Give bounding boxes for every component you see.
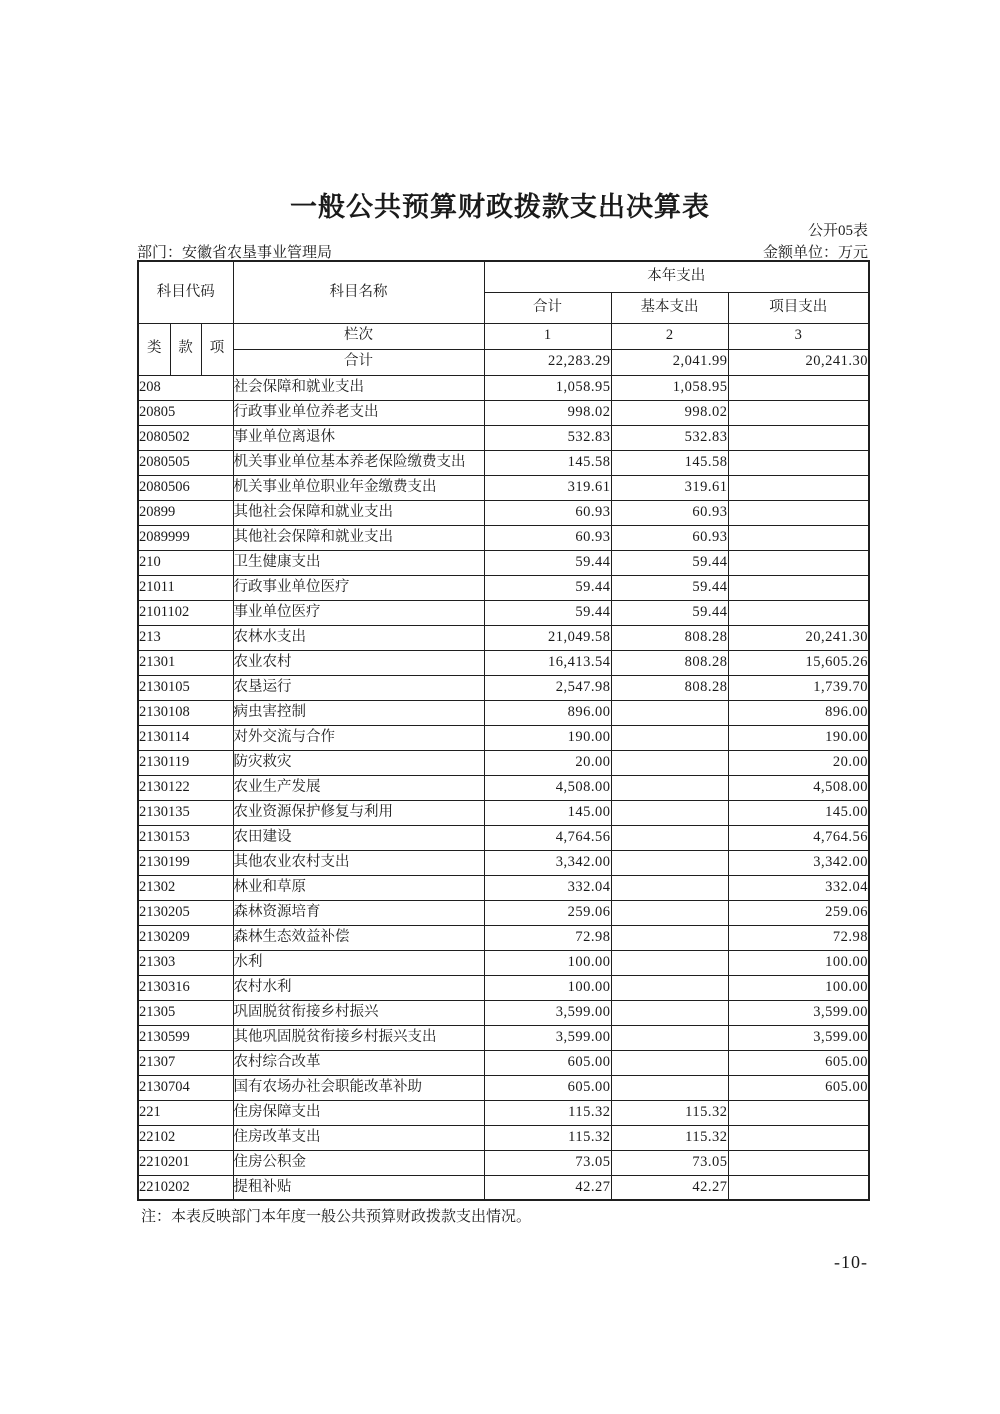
row-project bbox=[728, 1150, 869, 1175]
row-basic: 145.58 bbox=[611, 450, 728, 475]
row-project bbox=[728, 475, 869, 500]
row-project: 332.04 bbox=[728, 875, 869, 900]
table-row bbox=[138, 450, 869, 475]
row-name: 巩固脱贫衔接乡村振兴 bbox=[233, 1000, 484, 1025]
row-name: 森林生态效益补偿 bbox=[233, 925, 484, 950]
row-total: 145.58 bbox=[484, 450, 611, 475]
table-row bbox=[138, 750, 869, 775]
row-name: 农林水支出 bbox=[233, 625, 484, 650]
row-code: 2130105 bbox=[138, 675, 233, 700]
row-name: 机关事业单位基本养老保险缴费支出 bbox=[233, 450, 484, 475]
table-row bbox=[138, 550, 869, 575]
row-basic bbox=[611, 925, 728, 950]
row-project: 3,599.00 bbox=[728, 1000, 869, 1025]
header-project: 项目支出 bbox=[728, 292, 869, 323]
row-name: 森林资源培育 bbox=[233, 900, 484, 925]
row-total: 21,049.58 bbox=[484, 625, 611, 650]
row-project: 3,342.00 bbox=[728, 850, 869, 875]
row-code: 2101102 bbox=[138, 600, 233, 625]
row-total: 60.93 bbox=[484, 500, 611, 525]
row-basic: 998.02 bbox=[611, 400, 728, 425]
table-row bbox=[138, 525, 869, 550]
row-code: 2080506 bbox=[138, 475, 233, 500]
row-basic bbox=[611, 750, 728, 775]
table-row bbox=[138, 975, 869, 1000]
row-project: 190.00 bbox=[728, 725, 869, 750]
row-code: 21302 bbox=[138, 875, 233, 900]
row-name: 农田建设 bbox=[233, 825, 484, 850]
table-row bbox=[138, 1175, 869, 1200]
row-code: 2130704 bbox=[138, 1075, 233, 1100]
row-project bbox=[728, 450, 869, 475]
row-project bbox=[728, 525, 869, 550]
row-code: 2130122 bbox=[138, 775, 233, 800]
row-project: 145.00 bbox=[728, 800, 869, 825]
row-basic bbox=[611, 825, 728, 850]
header-total: 合计 bbox=[484, 292, 611, 323]
row-basic: 73.05 bbox=[611, 1150, 728, 1175]
header-subject-code: 科目代码 bbox=[138, 261, 233, 323]
table-row bbox=[138, 1150, 869, 1175]
row-code: 2210201 bbox=[138, 1150, 233, 1175]
row-project: 3,599.00 bbox=[728, 1025, 869, 1050]
row-code: 2130599 bbox=[138, 1025, 233, 1050]
row-code: 2080505 bbox=[138, 450, 233, 475]
table-row bbox=[138, 1025, 869, 1050]
row-name: 事业单位离退休 bbox=[233, 425, 484, 450]
row-project: 20.00 bbox=[728, 750, 869, 775]
row-basic bbox=[611, 975, 728, 1000]
table-row bbox=[138, 600, 869, 625]
row-name: 农村水利 bbox=[233, 975, 484, 1000]
row-total: 16,413.54 bbox=[484, 650, 611, 675]
table-row bbox=[138, 1100, 869, 1125]
table-row bbox=[138, 700, 869, 725]
row-name: 农业农村 bbox=[233, 650, 484, 675]
row-total: 115.32 bbox=[484, 1100, 611, 1125]
row-basic: 115.32 bbox=[611, 1125, 728, 1150]
row-total: 896.00 bbox=[484, 700, 611, 725]
row-project bbox=[728, 1175, 869, 1200]
row-total: 2,547.98 bbox=[484, 675, 611, 700]
row-name: 水利 bbox=[233, 950, 484, 975]
department-label: 部门：安徽省农垦事业管理局 bbox=[137, 245, 333, 261]
row-name: 农业生产发展 bbox=[233, 775, 484, 800]
row-name: 机关事业单位职业年金缴费支出 bbox=[233, 475, 484, 500]
header-column-row: 栏次 bbox=[233, 323, 484, 349]
header-class: 类 bbox=[138, 323, 170, 375]
row-total: 532.83 bbox=[484, 425, 611, 450]
table-row bbox=[138, 850, 869, 875]
row-name: 农业资源保护修复与利用 bbox=[233, 800, 484, 825]
table-row bbox=[138, 900, 869, 925]
row-total: 4,764.56 bbox=[484, 825, 611, 850]
table-row bbox=[138, 825, 869, 850]
row-project: 20,241.30 bbox=[728, 625, 869, 650]
row-project: 605.00 bbox=[728, 1050, 869, 1075]
row-name: 对外交流与合作 bbox=[233, 725, 484, 750]
row-name: 事业单位医疗 bbox=[233, 600, 484, 625]
row-project bbox=[728, 425, 869, 450]
header-item: 项 bbox=[201, 323, 233, 375]
row-total: 190.00 bbox=[484, 725, 611, 750]
table-row bbox=[138, 625, 869, 650]
row-basic: 808.28 bbox=[611, 625, 728, 650]
row-project: 4,508.00 bbox=[728, 775, 869, 800]
row-code: 2089999 bbox=[138, 525, 233, 550]
row-basic bbox=[611, 725, 728, 750]
row-name: 住房改革支出 bbox=[233, 1125, 484, 1150]
header-col-1: 1 bbox=[484, 323, 611, 349]
row-total: 115.32 bbox=[484, 1125, 611, 1150]
row-basic bbox=[611, 1050, 728, 1075]
row-name: 行政事业单位医疗 bbox=[233, 575, 484, 600]
row-basic bbox=[611, 1025, 728, 1050]
table-row bbox=[138, 800, 869, 825]
table-row bbox=[138, 925, 869, 950]
row-basic bbox=[611, 1000, 728, 1025]
row-code: 21307 bbox=[138, 1050, 233, 1075]
row-total: 332.04 bbox=[484, 875, 611, 900]
row-total: 605.00 bbox=[484, 1075, 611, 1100]
row-basic: 59.44 bbox=[611, 575, 728, 600]
table-row bbox=[138, 375, 869, 400]
row-project: 4,764.56 bbox=[728, 825, 869, 850]
row-total: 59.44 bbox=[484, 575, 611, 600]
row-name: 行政事业单位养老支出 bbox=[233, 400, 484, 425]
row-basic: 59.44 bbox=[611, 600, 728, 625]
row-basic bbox=[611, 875, 728, 900]
row-project: 259.06 bbox=[728, 900, 869, 925]
row-project: 605.00 bbox=[728, 1075, 869, 1100]
row-code: 2130135 bbox=[138, 800, 233, 825]
table-row bbox=[138, 575, 869, 600]
row-code: 2130209 bbox=[138, 925, 233, 950]
grand-total-basic: 2,041.99 bbox=[611, 349, 728, 375]
row-project: 896.00 bbox=[728, 700, 869, 725]
row-basic: 115.32 bbox=[611, 1100, 728, 1125]
row-project bbox=[728, 375, 869, 400]
row-code: 2210202 bbox=[138, 1175, 233, 1200]
row-name: 其他巩固脱贫衔接乡村振兴支出 bbox=[233, 1025, 484, 1050]
row-code: 213 bbox=[138, 625, 233, 650]
row-total: 259.06 bbox=[484, 900, 611, 925]
row-project: 100.00 bbox=[728, 975, 869, 1000]
row-basic: 59.44 bbox=[611, 550, 728, 575]
row-name: 提租补贴 bbox=[233, 1175, 484, 1200]
row-total: 3,599.00 bbox=[484, 1025, 611, 1050]
table-note: 注：本表反映部门本年度一般公共预算财政拨款支出情况。 bbox=[141, 1209, 532, 1225]
row-project bbox=[728, 600, 869, 625]
row-code: 2130316 bbox=[138, 975, 233, 1000]
row-code: 2130153 bbox=[138, 825, 233, 850]
row-total: 998.02 bbox=[484, 400, 611, 425]
row-code: 21305 bbox=[138, 1000, 233, 1025]
row-code: 2080502 bbox=[138, 425, 233, 450]
row-basic: 42.27 bbox=[611, 1175, 728, 1200]
row-code: 2130205 bbox=[138, 900, 233, 925]
row-name: 住房公积金 bbox=[233, 1150, 484, 1175]
row-code: 20805 bbox=[138, 400, 233, 425]
row-project bbox=[728, 575, 869, 600]
grand-total-label: 合计 bbox=[233, 349, 484, 375]
row-basic bbox=[611, 700, 728, 725]
table-row bbox=[138, 675, 869, 700]
row-name: 其他社会保障和就业支出 bbox=[233, 500, 484, 525]
page-title: 一般公共预算财政拨款支出决算表 bbox=[290, 192, 710, 222]
row-basic bbox=[611, 850, 728, 875]
row-total: 42.27 bbox=[484, 1175, 611, 1200]
row-basic: 1,058.95 bbox=[611, 375, 728, 400]
table-row bbox=[138, 725, 869, 750]
row-basic: 808.28 bbox=[611, 675, 728, 700]
header-subject-name: 科目名称 bbox=[233, 261, 484, 323]
row-total: 60.93 bbox=[484, 525, 611, 550]
row-code: 2130119 bbox=[138, 750, 233, 775]
row-project bbox=[728, 550, 869, 575]
row-code: 21301 bbox=[138, 650, 233, 675]
unit-label: 金额单位：万元 bbox=[762, 245, 868, 261]
row-project bbox=[728, 1100, 869, 1125]
row-total: 4,508.00 bbox=[484, 775, 611, 800]
row-total: 3,342.00 bbox=[484, 850, 611, 875]
expenditure-table bbox=[137, 260, 870, 1201]
row-name: 国有农场办社会职能改革补助 bbox=[233, 1075, 484, 1100]
table-row bbox=[138, 950, 869, 975]
row-basic bbox=[611, 900, 728, 925]
row-total: 73.05 bbox=[484, 1150, 611, 1175]
row-project bbox=[728, 1125, 869, 1150]
table-row bbox=[138, 1075, 869, 1100]
row-code: 21011 bbox=[138, 575, 233, 600]
table-row bbox=[138, 500, 869, 525]
row-total: 59.44 bbox=[484, 600, 611, 625]
row-name: 社会保障和就业支出 bbox=[233, 375, 484, 400]
row-basic bbox=[611, 800, 728, 825]
row-code: 210 bbox=[138, 550, 233, 575]
row-total: 3,599.00 bbox=[484, 1000, 611, 1025]
header-basic: 基本支出 bbox=[611, 292, 728, 323]
row-basic: 60.93 bbox=[611, 500, 728, 525]
row-name: 防灾救灾 bbox=[233, 750, 484, 775]
row-name: 住房保障支出 bbox=[233, 1100, 484, 1125]
row-name: 卫生健康支出 bbox=[233, 550, 484, 575]
row-basic: 319.61 bbox=[611, 475, 728, 500]
row-project bbox=[728, 400, 869, 425]
row-name: 农垦运行 bbox=[233, 675, 484, 700]
table-row bbox=[138, 650, 869, 675]
header-section: 款 bbox=[170, 323, 201, 375]
table-row bbox=[138, 1050, 869, 1075]
row-project: 15,605.26 bbox=[728, 650, 869, 675]
table-row bbox=[138, 875, 869, 900]
row-code: 2130108 bbox=[138, 700, 233, 725]
row-total: 145.00 bbox=[484, 800, 611, 825]
meta-row bbox=[137, 241, 868, 262]
table-row bbox=[138, 1125, 869, 1150]
table-row bbox=[138, 1000, 869, 1025]
row-basic bbox=[611, 775, 728, 800]
row-basic: 60.93 bbox=[611, 525, 728, 550]
row-total: 319.61 bbox=[484, 475, 611, 500]
row-code: 221 bbox=[138, 1100, 233, 1125]
row-code: 20899 bbox=[138, 500, 233, 525]
row-total: 1,058.95 bbox=[484, 375, 611, 400]
row-basic: 808.28 bbox=[611, 650, 728, 675]
row-name: 病虫害控制 bbox=[233, 700, 484, 725]
header-col-3: 3 bbox=[728, 323, 869, 349]
row-total: 605.00 bbox=[484, 1050, 611, 1075]
row-code: 2130114 bbox=[138, 725, 233, 750]
row-total: 100.00 bbox=[484, 975, 611, 1000]
table-row bbox=[138, 425, 869, 450]
row-project: 72.98 bbox=[728, 925, 869, 950]
row-total: 72.98 bbox=[484, 925, 611, 950]
row-total: 20.00 bbox=[484, 750, 611, 775]
grand-total-project: 20,241.30 bbox=[728, 349, 869, 375]
row-code: 22102 bbox=[138, 1125, 233, 1150]
table-body bbox=[138, 375, 869, 1200]
page-number: -10- bbox=[834, 1252, 868, 1272]
row-total: 59.44 bbox=[484, 550, 611, 575]
row-name: 其他社会保障和就业支出 bbox=[233, 525, 484, 550]
row-name: 林业和草原 bbox=[233, 875, 484, 900]
row-basic: 532.83 bbox=[611, 425, 728, 450]
table-row bbox=[138, 400, 869, 425]
form-code-label: 公开05表 bbox=[807, 223, 868, 239]
row-project: 1,739.70 bbox=[728, 675, 869, 700]
row-code: 208 bbox=[138, 375, 233, 400]
header-col-2: 2 bbox=[611, 323, 728, 349]
row-name: 其他农业农村支出 bbox=[233, 850, 484, 875]
row-name: 农村综合改革 bbox=[233, 1050, 484, 1075]
table-header bbox=[138, 261, 869, 375]
row-basic bbox=[611, 950, 728, 975]
header-current-year: 本年支出 bbox=[484, 261, 869, 292]
row-basic bbox=[611, 1075, 728, 1100]
table-row bbox=[138, 775, 869, 800]
row-code: 2130199 bbox=[138, 850, 233, 875]
grand-total-sum: 22,283.29 bbox=[484, 349, 611, 375]
table-row bbox=[138, 475, 869, 500]
row-project bbox=[728, 500, 869, 525]
row-total: 100.00 bbox=[484, 950, 611, 975]
row-code: 21303 bbox=[138, 950, 233, 975]
row-project: 100.00 bbox=[728, 950, 869, 975]
